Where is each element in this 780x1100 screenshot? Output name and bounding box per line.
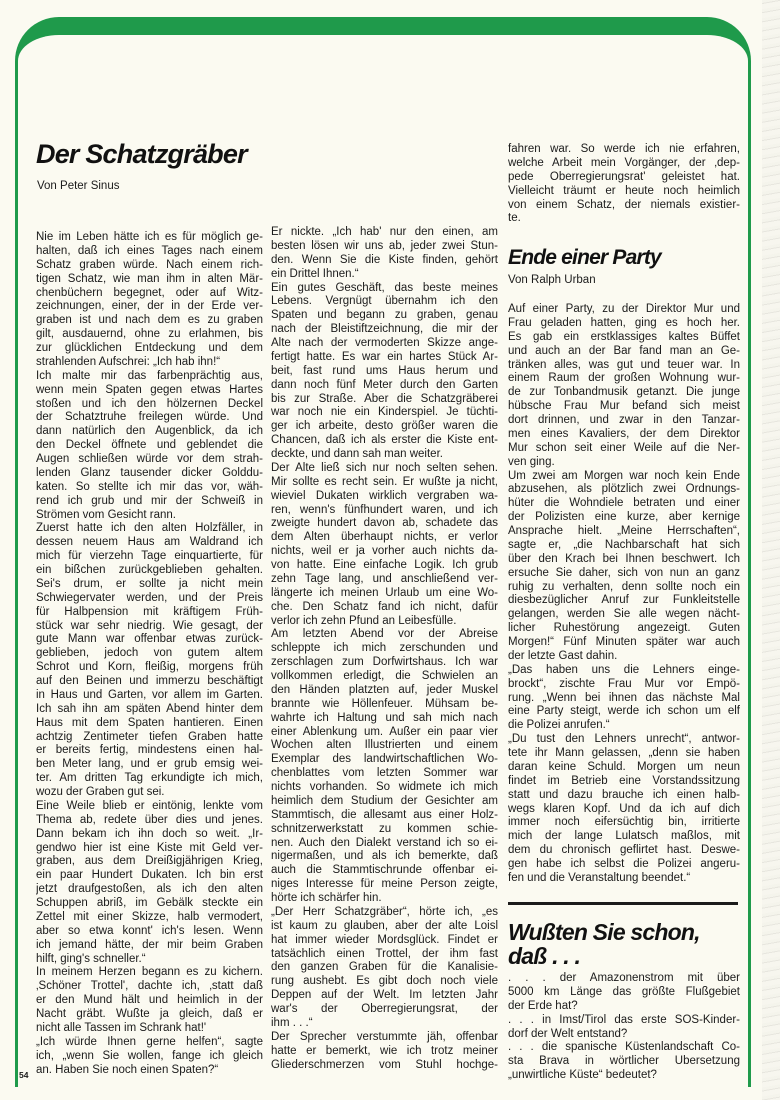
paragraph bbox=[271, 462, 498, 629]
text-line: nen. Auch den Dialekt verstand ich so ei- bbox=[271, 836, 498, 849]
paragraph bbox=[271, 1031, 498, 1073]
text-line: immer noch eifersüchtig bin, irritierte bbox=[508, 816, 740, 829]
text-line: hat immer wieder Mordsglück. Findet er bbox=[271, 933, 498, 946]
text-line: geblieben, jedoch von gutem altem bbox=[36, 647, 263, 660]
story-byline: Von Peter Sinus bbox=[37, 180, 120, 192]
text-line: Chancen, daß ich als erster die Kiste ent- bbox=[271, 434, 498, 447]
text-line: rend ich grub und mir der Schweiß in bbox=[36, 494, 263, 507]
text-line: niges Interesse für meine Person zeigte, bbox=[271, 878, 498, 891]
text-line: den ganzen Graben für die Kanalisie- bbox=[271, 961, 498, 974]
text-line: ein Drittel Ihnen.“ bbox=[271, 267, 359, 280]
text-line: brockt“, zischte Frau Mur vor Empö- bbox=[508, 677, 740, 690]
text-line: Mur schon seit einer Weile auf die Ner- bbox=[508, 441, 740, 454]
text-line: ich, „wenn Sie wollen, fange ich gleich bbox=[36, 1049, 263, 1062]
paragraph bbox=[508, 143, 740, 226]
text-line: eine Party steigt, werde ich schon um elf bbox=[508, 705, 740, 718]
text-line: dann natürlich den Augenblick, da ich bbox=[36, 425, 263, 438]
text-line: tete ihr Mann gelassen, „denn sie haben bbox=[508, 747, 740, 759]
paragraph bbox=[508, 664, 740, 733]
text-line: Nacht gräbt. Wußte ja gleich, daß er bbox=[36, 1008, 263, 1020]
text-line: ven ging. bbox=[508, 455, 555, 468]
text-line: Exemplar des landwirtschaftlichen Wo- bbox=[271, 753, 498, 766]
text-line: Der Alte ließ sich nur noch selten sehen. bbox=[271, 461, 498, 474]
text-line: achtzig Zentimeter tiefen Graben hatte bbox=[36, 730, 263, 743]
text-line: rung aushebt. Es gibt doch noch viele bbox=[271, 975, 498, 988]
text-line: besten lösen wir uns ab, jeder zwei Stun- bbox=[271, 239, 498, 252]
text-line: Der Sprecher verstummte jäh, offenbar bbox=[271, 1030, 498, 1043]
text-line: Ein gutes Geschäft, das beste meines bbox=[271, 281, 498, 294]
paragraph bbox=[508, 303, 740, 470]
text-line: 5000 km Länge das größte Flußgebiet bbox=[508, 985, 740, 998]
text-line: dem du chronisch geflirtet hast. Deswe- bbox=[508, 844, 740, 857]
text-line: dann noch fünf Meter durch den Garten bbox=[271, 378, 498, 391]
text-line: nichts vorhanden. So widmete ich mich bbox=[271, 781, 498, 793]
text-line: zeichnungen, einer, der in der Erde ver- bbox=[36, 300, 263, 313]
text-line: men eines Kavaliers, der dem Direktor bbox=[508, 427, 740, 440]
text-line: Am letzten Abend vor der Abreise bbox=[271, 628, 498, 641]
text-line: den. Wenn Sie die Kiste finden, gehört bbox=[271, 253, 498, 266]
paragraph bbox=[271, 906, 498, 1031]
text-line: nicht alle Tassen im Schrank hat!' bbox=[36, 1021, 207, 1034]
text-line: gilt, ausdauernd, ohne zu erlahmen, bis bbox=[36, 328, 263, 341]
paragraph bbox=[508, 1041, 740, 1083]
text-line: tigen Schatz, wie man ihm in alten Mär- bbox=[36, 272, 263, 285]
text-line: pede Oberregierungsrat' geleistet hat. bbox=[508, 170, 740, 183]
paragraph bbox=[508, 1014, 740, 1042]
text-line: wieviel Dukaten wirklich vergraben wa- bbox=[271, 489, 498, 502]
text-line: schnitzerwerkstatt zu kommen schie- bbox=[271, 822, 498, 835]
text-line: ersuche Sie daher, sich von nun an ganz bbox=[508, 566, 740, 579]
text-line: Mir sollte es recht sein. Er wußte ja nicht, bbox=[271, 475, 498, 488]
facts-title-line: Wußten Sie schon, bbox=[508, 919, 700, 945]
text-line: auch die Stammtischrunde offenbar ei- bbox=[271, 864, 498, 877]
text-line: „Der Herr Schatzgräber“, hörte ich, „es bbox=[271, 905, 498, 918]
text-line: dem Alten überhaupt nichts, er verlor bbox=[271, 531, 498, 544]
text-line: jetzt draufgestoßen, als ich den alten bbox=[36, 883, 263, 896]
text-line: bis zur Straße. Aber die Schatzgräberei bbox=[271, 392, 498, 405]
text-line: hübsche Frau Mur befand sich meist bbox=[508, 400, 740, 413]
text-line: katen. So stellte ich mir das vor, wäh- bbox=[36, 480, 263, 493]
text-line: Wochen alten Illustrierten und einem bbox=[271, 739, 498, 752]
text-line: wahrte ich Haltung und sah mich nach bbox=[271, 711, 498, 724]
text-line: . . . der Amazonenstrom mit über bbox=[508, 972, 740, 984]
text-line: gute Mann war offenbar etwas zurück- bbox=[36, 633, 263, 646]
text-line: chenblattes vom letzten Sommer war bbox=[271, 767, 498, 780]
text-line: war noch nie ein Kinderspiel. Je tüchti- bbox=[271, 406, 498, 419]
text-line: ruhig zu verhalten, denn sollte noch ein bbox=[508, 580, 740, 593]
text-line: ein paar Hundert Dukaten. Ich bin erst bbox=[36, 869, 263, 882]
text-line: In meinem Herzen begann es zu kichern. bbox=[36, 966, 263, 979]
text-line: gen habe ich selbst die Polizei angeru- bbox=[508, 858, 740, 870]
text-line: beit, fast rund ums Haus herum und bbox=[271, 364, 498, 377]
text-line: einer Ablenkung um. Außer ein paar vier bbox=[271, 725, 498, 738]
text-line: Lebens. Vergnügt übernahm ich den bbox=[271, 295, 498, 308]
text-line: verlor ich zehn Pfund an Leibesfülle. bbox=[271, 614, 457, 627]
text-line: hatte er bemerkt, wie ich trotz meiner bbox=[271, 1044, 498, 1057]
paragraph bbox=[36, 522, 263, 800]
text-line: de zur Tonbandmusik getanzt. Die junge bbox=[508, 386, 740, 399]
text-line: heimlich dem Studium der Gesichter am bbox=[271, 794, 498, 807]
paragraph bbox=[36, 1036, 263, 1078]
paragraph bbox=[36, 231, 263, 370]
text-line: zur glücklichen Entdeckung und dem bbox=[36, 342, 263, 354]
facts-title bbox=[508, 920, 700, 968]
text-line: lenden Glanz tausender dicker Golddu- bbox=[36, 466, 263, 479]
text-line: fahren war. So werde ich nie erfahren, bbox=[508, 143, 740, 155]
text-line: mich der lange Lulatsch maßlos, mit bbox=[508, 830, 740, 843]
text-line: te. bbox=[508, 212, 521, 225]
text-line: er bereits fertig, mindestens einen hal- bbox=[36, 744, 263, 757]
text-line: der Erde hat? bbox=[508, 999, 578, 1012]
text-line: schleppte ich mich zerschunden und bbox=[271, 642, 498, 655]
text-line: diesbezüglicher Anruf zur Funkleitstelle bbox=[508, 594, 740, 607]
text-line: dessen neuem Haus am Waldrand ich bbox=[36, 536, 263, 549]
text-line: deckte, und dann sah man weiter. bbox=[271, 448, 443, 460]
text-line: Haus mit dem Spaten hantieren. Einen bbox=[36, 716, 263, 729]
text-line: ger ich arbeite, desto größer waren die bbox=[271, 420, 498, 433]
text-line: stoßen und ich den hölzernen Deckel bbox=[36, 397, 263, 410]
text-line: hilft, ging's schneller.“ bbox=[36, 952, 146, 965]
text-line: „unwirtliche Küste“ bedeutet? bbox=[508, 1069, 657, 1082]
text-line: war's der Oberregierungsrat, der bbox=[271, 1003, 498, 1015]
text-line: graben, aus dem Dreißigjährigen Krieg, bbox=[36, 855, 263, 868]
text-line: „Das haben uns die Lehners einge- bbox=[508, 663, 740, 676]
text-line: Stammtisch, die allesamt aus einer Holz- bbox=[271, 808, 498, 821]
text-line: Schatz graben würde. Nach einem rich- bbox=[36, 258, 263, 271]
text-line: tatsächlich einen Trottel, der ihm fast bbox=[271, 947, 498, 960]
text-line: der letzte Gast dahin. bbox=[508, 649, 618, 662]
text-line: ein bißchen zurückgeblieben gehalten. bbox=[36, 564, 263, 576]
text-line: er den Mund hält und heimlich in der bbox=[36, 994, 263, 1007]
text-line: Dann bekam ich ihn doch so weit. „Ir- bbox=[36, 827, 263, 840]
text-line: nigermaßen, und als ich bemerkte, daß bbox=[271, 850, 498, 863]
text-line: wegs klaren Kopf. Und da ich auf dich bbox=[508, 802, 740, 815]
text-line: Zuerst hatte ich den alten Holzfäller, in bbox=[36, 522, 263, 535]
text-line: abzusehen, als plötzlich zwei Ordnungs- bbox=[508, 483, 740, 496]
text-line: Um zwei am Morgen war noch kein Ende bbox=[508, 469, 740, 482]
text-line: Augen schließen würde vor dem strah- bbox=[36, 453, 263, 465]
text-line: fen und die Veranstaltung beendet.“ bbox=[508, 871, 691, 884]
text-line: den Händen platzten auf, jeder Muskel bbox=[271, 683, 498, 696]
text-line: dorf der Welt entstand? bbox=[508, 1027, 628, 1040]
paragraph bbox=[508, 470, 740, 664]
text-line: sagte er, „die Nachbarschaft hat sich bbox=[508, 538, 740, 551]
text-line: Strömen vom Gesicht rann. bbox=[36, 508, 176, 521]
text-line: über den Krach bei Ihnen beschwert. Ich bbox=[508, 552, 740, 565]
text-line: hörte ich schärfer hin. bbox=[271, 892, 382, 904]
section-divider bbox=[508, 902, 738, 905]
text-line: halten, daß ich eines Tages nach einem bbox=[36, 244, 263, 257]
paragraph bbox=[36, 966, 263, 1035]
paragraph bbox=[36, 800, 263, 967]
text-line: graben ist und nach dem es zu graben bbox=[36, 314, 263, 327]
text-line: mich für vierzehn Tage einquartierte, für bbox=[36, 550, 263, 563]
text-line: gelangen, werden Sie alle wegen nächt- bbox=[508, 608, 740, 621]
text-line: zerschlagen zum Dorfwirtshaus. Ich war bbox=[271, 656, 498, 669]
text-line: Es gab ein erstklassiges kaltes Büffet bbox=[508, 330, 740, 343]
text-line: daran keine Schuld. Morgen um neun bbox=[508, 760, 740, 773]
text-line: an. Haben Sie noch einen Spaten?“ bbox=[36, 1063, 219, 1076]
text-line: Ansprache hielt. „Meine Herrschaften“, bbox=[508, 525, 740, 537]
text-line: ren, wenn's fünfhundert waren, und ich bbox=[271, 503, 498, 516]
text-line: wenn mein Spaten gegen etwas Hartes bbox=[36, 383, 263, 396]
text-line: auf den Beinen und immerzu beschäftigt bbox=[36, 675, 263, 687]
text-line: hüter die Wohndiele betraten und einer bbox=[508, 497, 740, 510]
text-line: längerte ich meinen Urlaub um eine Wo- bbox=[271, 586, 498, 599]
text-line: Auf einer Party, zu der Direktor Mur und bbox=[508, 303, 740, 315]
text-line: licher Ruhestörung angezeigt. Guten bbox=[508, 622, 740, 635]
text-line: sta Brava in wörtlicher Übersetzung bbox=[508, 1055, 740, 1068]
text-line: der Schatztruhe freilegen würde. Und bbox=[36, 411, 263, 424]
text-line: strahlenden Aufschrei: „Ich hab ihn!“ bbox=[36, 355, 221, 368]
party-story-column bbox=[508, 303, 740, 886]
text-line: statt und dazu brauche ich einen halb- bbox=[508, 788, 740, 801]
text-line: Alte nach der vermoderten Skizze ange- bbox=[271, 337, 498, 349]
story-column-1 bbox=[36, 231, 263, 1077]
paragraph bbox=[508, 733, 740, 886]
text-line: von einem Schatz, der niemals existier- bbox=[508, 198, 740, 211]
text-line: Ich sah ihn am späten Abend hinter dem bbox=[36, 702, 263, 715]
text-line: Er nickte. „Ich hab' nur den einen, am bbox=[271, 226, 498, 238]
text-line: ich jemand hätte, der mir beim Graben bbox=[36, 938, 263, 951]
text-line: Vielleicht träumt er heute noch heimlich bbox=[508, 184, 740, 197]
text-line: einem Raum der großen Wohnung wur- bbox=[508, 372, 740, 385]
text-line: die Polizei anrufen.“ bbox=[508, 719, 610, 732]
story-title-schatzgraeber: Der Schatzgräber bbox=[36, 139, 247, 169]
text-line: ‚Schöner Trottel', dachte ich, ‚statt daß bbox=[36, 980, 263, 993]
text-line: zehn Tage lang, und anschließend ver- bbox=[271, 572, 498, 585]
text-line: Thema ab, redete über dies und jenes. bbox=[36, 813, 263, 826]
text-line: Deppen auf der Welt. Im letzten Jahr bbox=[271, 989, 498, 1002]
text-line: zweigte hundert davon ab, schadete das bbox=[271, 517, 498, 530]
text-line: Sei's drum, er sollte ja nicht mein bbox=[36, 577, 263, 590]
text-line: Gliederschmerzen vom Stuhl hochge- bbox=[271, 1058, 498, 1071]
text-line: „Ich würde Ihnen gerne helfen“, sagte bbox=[36, 1035, 263, 1048]
text-line: che. Den Schatz fand ich nicht, dafür bbox=[271, 600, 498, 613]
text-line: findet im Betrieb eine Vorstandssitzung bbox=[508, 774, 740, 787]
text-line: nach der Bleistiftzeichnung, die mir der bbox=[271, 323, 498, 336]
text-line: stück war sehr niedrig. Wie gesagt, der bbox=[36, 619, 263, 632]
paragraph bbox=[271, 282, 498, 462]
text-line: . . . in Imst/Tirol das erste SOS-Kinder- bbox=[508, 1013, 740, 1026]
text-line: ihm . . .“ bbox=[271, 1016, 313, 1029]
paragraph bbox=[36, 370, 263, 523]
text-line: Eine Weile blieb er eintönig, lenkte vom bbox=[36, 799, 263, 812]
text-line: brannte wie Höllenfeuer. Mühsam be- bbox=[271, 697, 498, 710]
text-line: Frau geladen hatten, ging es hoch her. bbox=[508, 316, 740, 329]
text-line: in Haus und Garten, vor allem im Garten. bbox=[36, 688, 263, 701]
text-line: wozu der Graben gut sei. bbox=[36, 786, 165, 798]
story-column-2 bbox=[271, 226, 498, 1072]
paragraph bbox=[271, 226, 498, 282]
facts-title-line: daß . . . bbox=[508, 943, 581, 969]
text-line: . . . die spanische Küstenlandschaft Co- bbox=[508, 1041, 740, 1054]
text-line: welche Arbeit mein Vorgänger, der ‚dep- bbox=[508, 156, 740, 169]
text-line: Schuppen abriß, im Gebälk steckte ein bbox=[36, 897, 263, 909]
text-line: Schwiegervater werden, und der Preis bbox=[36, 591, 263, 604]
text-line: Ich malte mir das farbenprächtig aus, bbox=[36, 369, 263, 382]
text-line: fertigt hatte. Es war ein hartes Stück Ar- bbox=[271, 350, 498, 363]
text-line: Nie im Leben hätte ich es für möglich ge- bbox=[36, 231, 263, 243]
story-column-3-continuation bbox=[508, 143, 740, 226]
paragraph bbox=[271, 628, 498, 906]
text-line: nichts, weil er ja vorher auch nichts da- bbox=[271, 545, 498, 558]
text-line: ter. Am dritten Tag erkundigte ich mich, bbox=[36, 772, 263, 785]
text-line: Schrot und Korn, fleißig, morgens früh bbox=[36, 661, 263, 674]
text-line: aber so etwa konnt' ich's lesen. Wenn bbox=[36, 924, 263, 937]
text-line: der Polizisten eine kurze, aber kernige bbox=[508, 511, 740, 524]
text-line: chenbüchern begegnet, oder auf Witz- bbox=[36, 286, 263, 299]
story-byline: Von Ralph Urban bbox=[508, 274, 596, 286]
text-line: dort drinnen, und zwar in den Tanzar- bbox=[508, 414, 740, 426]
text-line: tränken alles, was gut und teuer war. In bbox=[508, 358, 740, 371]
text-line: den Deckel öffnete und geblendet die bbox=[36, 439, 263, 452]
text-line: ben Meter lang, und er grub emsig wei- bbox=[36, 758, 263, 771]
facts-list bbox=[508, 972, 740, 1083]
text-line: gendwo hier ist eine Kiste mit Geld ver- bbox=[36, 841, 263, 854]
text-line: „Du tust den Lehners unrecht“, antwor- bbox=[508, 733, 740, 746]
text-line: ist kaum zu glauben, aber der alte Loisl bbox=[271, 919, 498, 932]
text-line: von hatte. Eine einfache Logik. Ich grub bbox=[271, 559, 498, 571]
text-line: und auch an der Bar fand man an Ge- bbox=[508, 344, 740, 357]
paragraph bbox=[508, 972, 740, 1014]
text-line: Morgen!“ Fünf Minuten später war auch bbox=[508, 636, 740, 648]
text-line: rung. „Wenn bei ihnen das nächste Mal bbox=[508, 691, 740, 704]
text-line: für Halbpension mit kräftigem Früh- bbox=[36, 605, 263, 618]
story-title-ende-einer-party: Ende einer Party bbox=[508, 246, 661, 269]
text-line: Zettel mit einer Skizze, halb vermodert, bbox=[36, 910, 263, 923]
scan-page-edge bbox=[762, 0, 780, 1100]
text-line: vollkommen erledigt, die Schwielen an bbox=[271, 670, 498, 682]
text-line: Spaten und begann zu graben, genau bbox=[271, 309, 498, 322]
page-number: 54 bbox=[19, 1070, 29, 1080]
